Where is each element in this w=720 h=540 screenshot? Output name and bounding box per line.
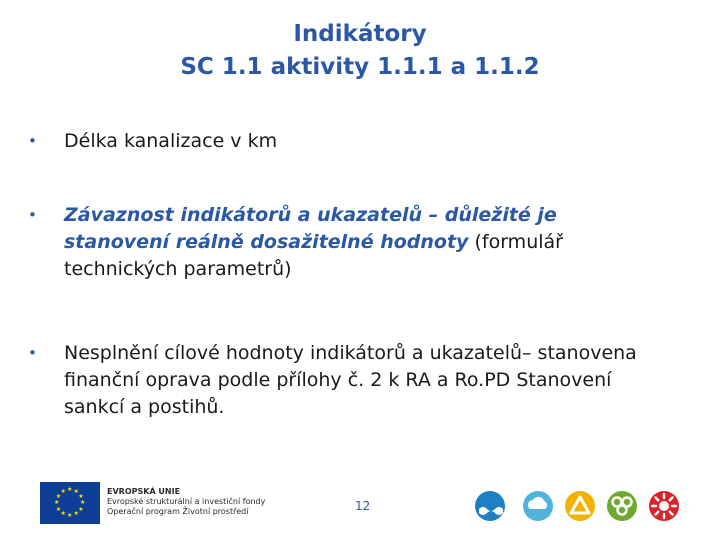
energy-icon	[648, 490, 680, 522]
title-line-1: Indikátory	[293, 21, 427, 47]
page-number: 12	[355, 499, 371, 513]
eu-star-icon: ★	[55, 492, 62, 500]
bullet-text: Nesplnění cílové hodnoty indikátorů a ukazatelů– stanovena finanční oprava podle přílohy č. 2 k RA a Ro.PD Stanovení sankcí a postihů.	[64, 342, 637, 418]
eu-star-icon: ★	[78, 492, 84, 500]
eu-star-icon: ★	[73, 510, 79, 518]
eu-line-2: Evropské strukturální a investiční fondy	[107, 497, 266, 506]
title-line-2: SC 1.1 aktivity 1.1.1 a 1.1.2	[180, 54, 540, 80]
eu-star-icon: ★	[80, 499, 86, 506]
eu-star-icon: ★	[60, 510, 66, 518]
eu-star-icon: ★	[78, 505, 84, 513]
bullet-dot-icon: •	[28, 206, 37, 224]
eu-flag-icon	[40, 482, 100, 524]
eu-line-1: EVROPSKÁ UNIE	[107, 487, 181, 496]
bullet-text	[64, 202, 664, 283]
footer	[0, 470, 720, 540]
eu-star-icon: ★	[67, 512, 73, 519]
bullet-note: (formulář technických parametrů)	[64, 231, 563, 280]
nature-icon	[606, 490, 638, 522]
bullet-emphasis: Závaznost indikátorů a ukazatelů – důležité je stanovení reálně dosažitelné hodnoty	[64, 204, 557, 253]
eu-star-icon: ★	[73, 487, 79, 495]
air-icon	[522, 490, 554, 522]
slide-title	[80, 18, 640, 84]
eu-star-icon: ★	[55, 505, 62, 513]
bullet-dot-icon: •	[28, 344, 37, 362]
eu-line-3: Operační program Životní prostředí	[107, 507, 249, 516]
waste-icon	[564, 490, 596, 522]
eu-logo-text	[107, 487, 265, 517]
eu-star-icon: ★	[67, 486, 73, 493]
eu-star-icon: ★	[60, 487, 66, 495]
bullet-text: Délka kanalizace v km	[64, 130, 278, 152]
bullet-dot-icon: •	[28, 132, 37, 150]
eu-star-icon: ★	[54, 499, 60, 506]
water-icon	[474, 490, 506, 522]
